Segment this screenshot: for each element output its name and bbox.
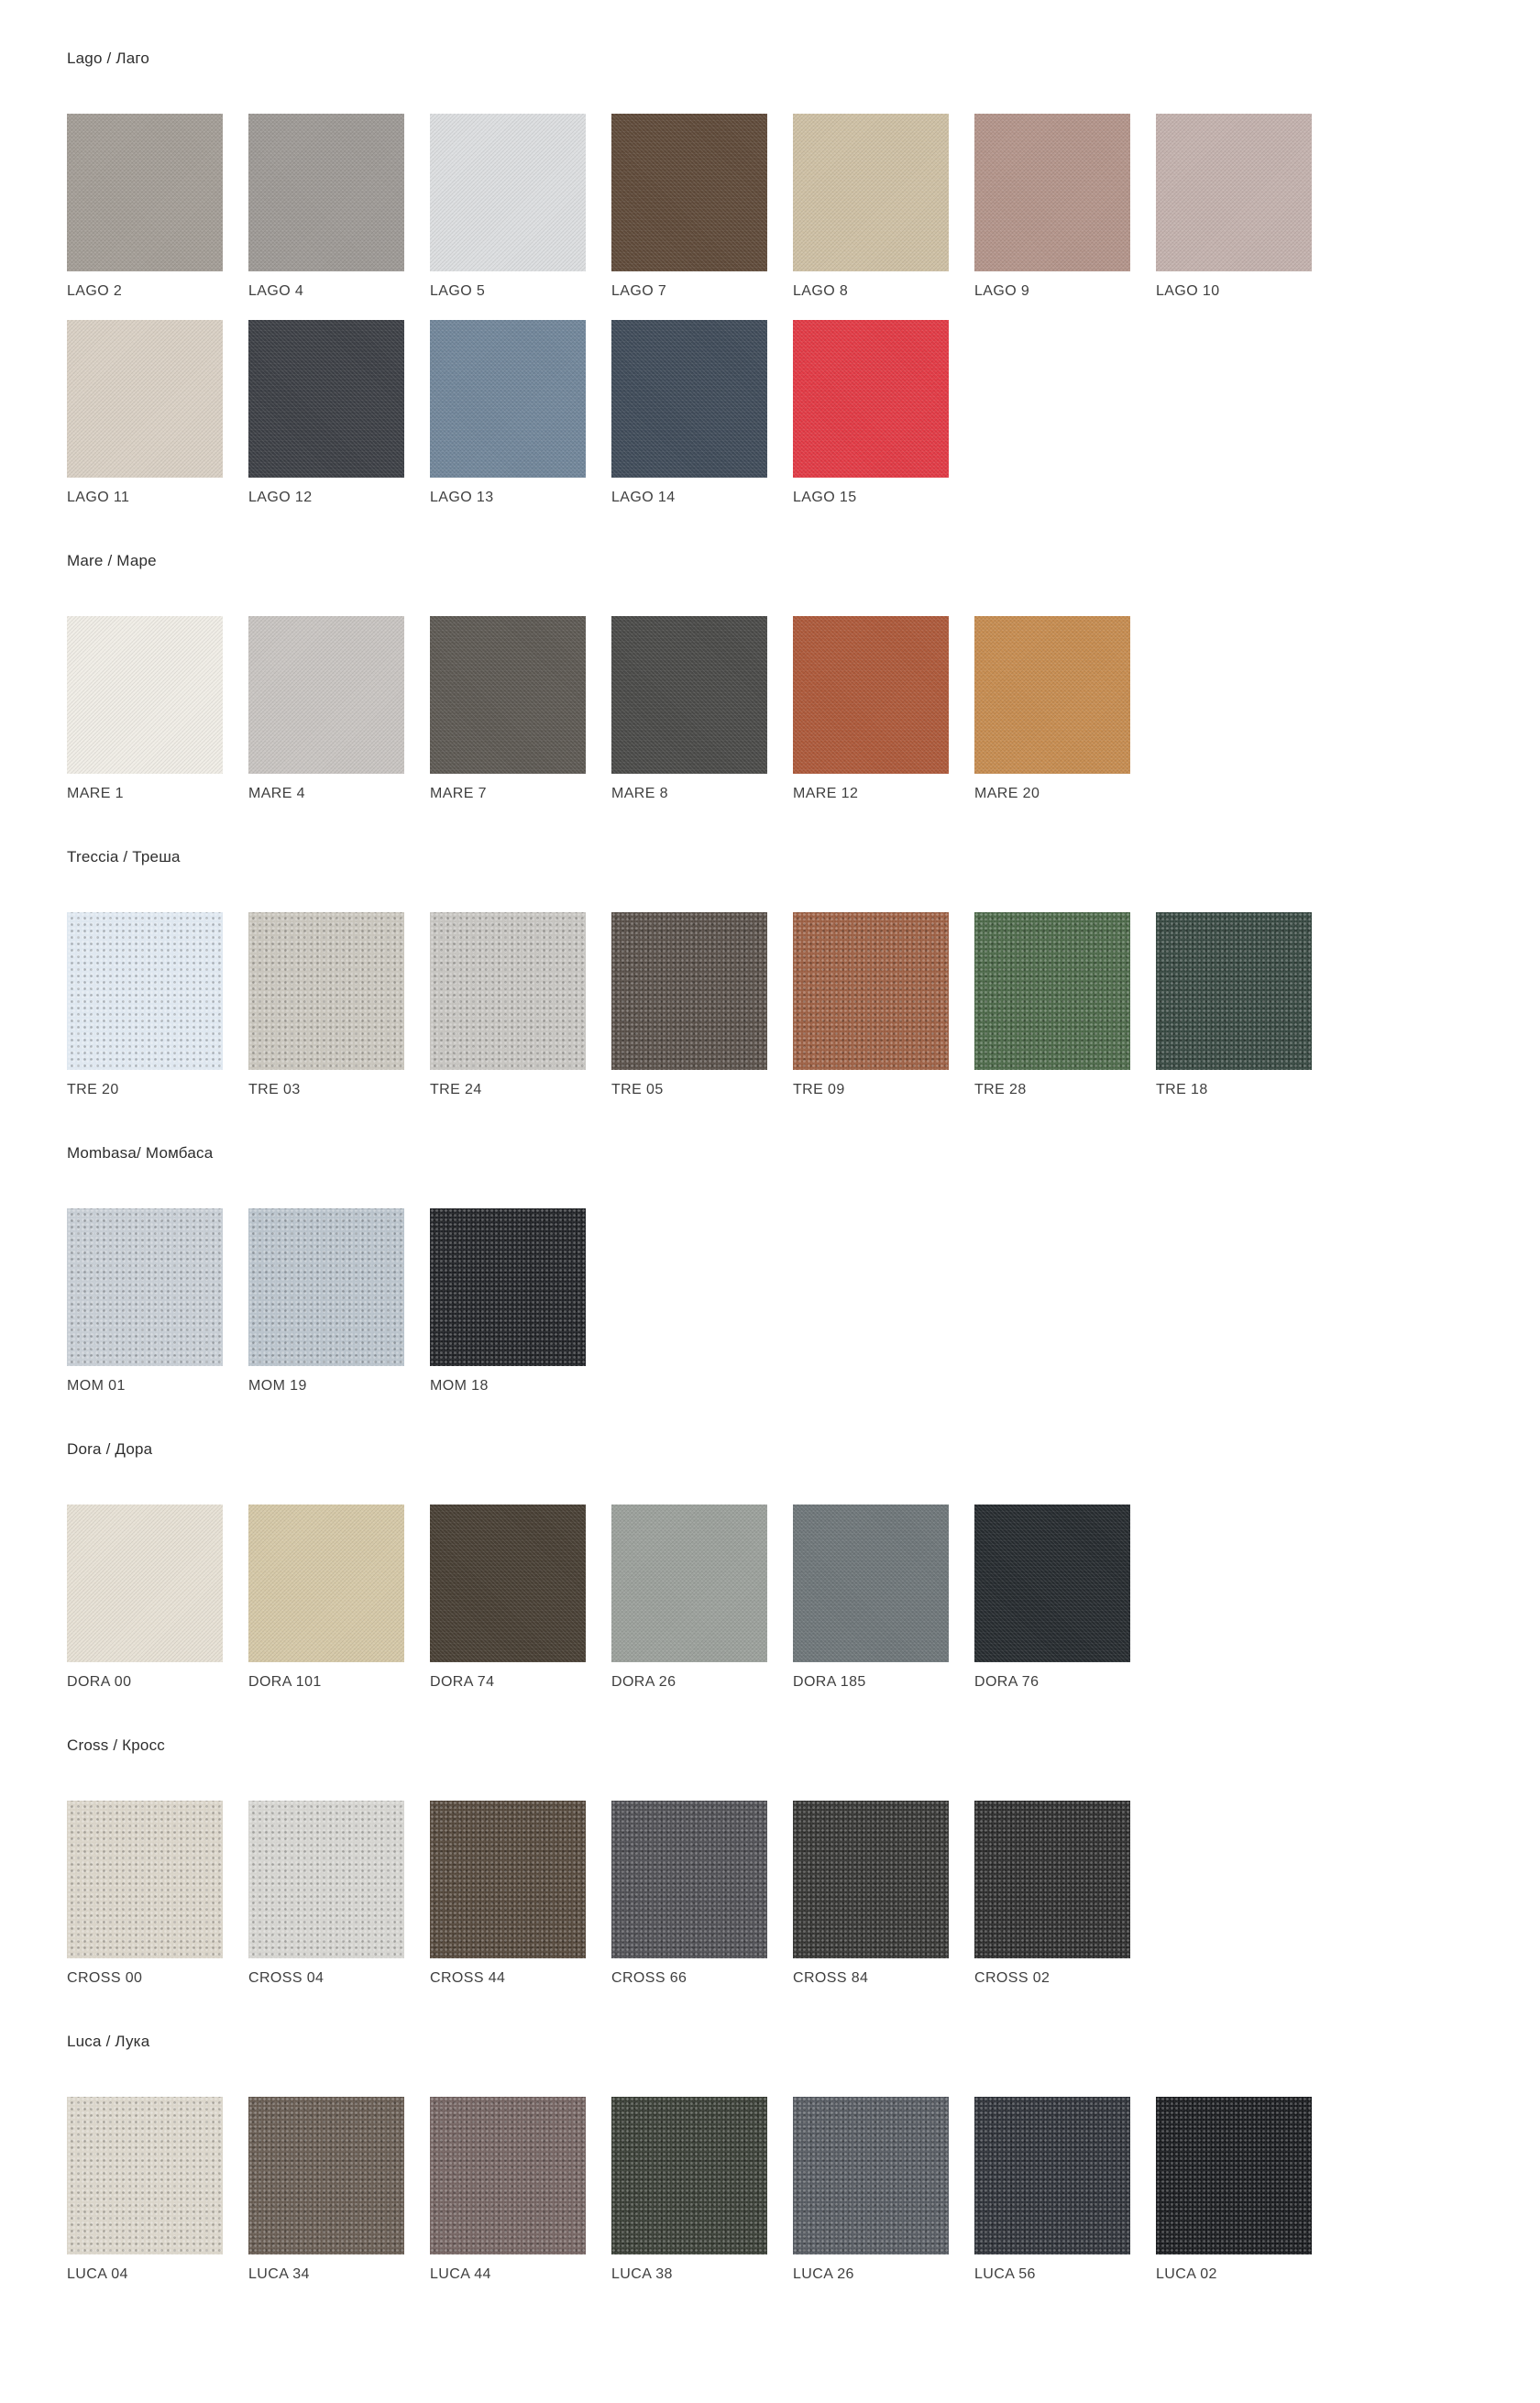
swatch-item: [974, 2097, 1130, 2283]
fabric-swatch-image: [611, 320, 767, 478]
swatch-label: CROSS 84: [793, 1970, 869, 1986]
swatch-label: MOM 01: [67, 1378, 126, 1394]
fabric-swatch-image: [1156, 912, 1312, 1070]
swatch-item: [67, 114, 223, 300]
fabric-swatch-image: [248, 1208, 404, 1366]
fabric-swatch-image: [793, 1505, 949, 1662]
swatch-grid-treccia: [67, 912, 1369, 1098]
swatch-label: DORA 101: [248, 1674, 322, 1690]
swatch-label: CROSS 44: [430, 1970, 506, 1986]
fabric-swatch-image: [793, 320, 949, 478]
section-title-lago: Lago / Лаго: [67, 50, 150, 67]
swatch-label: LAGO 13: [430, 490, 494, 505]
swatch-label: TRE 24: [430, 1082, 482, 1097]
swatch-label: DORA 26: [611, 1674, 676, 1690]
section-cross: [67, 1736, 1485, 1987]
swatch-label: CROSS 00: [67, 1970, 143, 1986]
fabric-swatch-image: [430, 1505, 586, 1662]
swatch-item: [611, 912, 767, 1098]
swatch-label: LAGO 12: [248, 490, 313, 505]
swatch-item: [248, 1801, 404, 1987]
section-lago: [67, 50, 1485, 506]
swatch-grid-lago: [67, 114, 1369, 506]
fabric-swatch-image: [793, 114, 949, 271]
fabric-swatch-image: [793, 2097, 949, 2254]
fabric-swatch-image: [67, 320, 223, 478]
swatch-item: [248, 912, 404, 1098]
swatch-item: [248, 1208, 404, 1394]
swatch-label: LUCA 56: [974, 2266, 1036, 2282]
swatch-item: [430, 320, 586, 506]
fabric-swatch-image: [430, 1208, 586, 1366]
swatch-item: [430, 114, 586, 300]
fabric-swatch-image: [430, 1801, 586, 1958]
swatch-label: LAGO 10: [1156, 283, 1220, 299]
fabric-swatch-image: [974, 912, 1130, 1070]
swatch-item: [248, 1505, 404, 1691]
swatch-label: LAGO 5: [430, 283, 486, 299]
swatch-item: [793, 2097, 949, 2283]
swatch-label: DORA 00: [67, 1674, 132, 1690]
section-title-mare: Mare / Маре: [67, 552, 157, 569]
swatch-item: [974, 616, 1130, 802]
fabric-swatch-image: [67, 2097, 223, 2254]
swatch-label: LAGO 8: [793, 283, 849, 299]
swatch-label: MOM 18: [430, 1378, 489, 1394]
swatch-item: [611, 1801, 767, 1987]
fabric-swatch-image: [793, 616, 949, 774]
swatch-grid-dora: [67, 1505, 1369, 1691]
swatch-label: DORA 76: [974, 1674, 1040, 1690]
swatch-item: [974, 114, 1130, 300]
section-mare: [67, 552, 1485, 802]
fabric-swatch-image: [248, 2097, 404, 2254]
swatch-label: LAGO 9: [974, 283, 1030, 299]
swatch-item: [611, 114, 767, 300]
swatch-label: LAGO 15: [793, 490, 857, 505]
swatch-item: [611, 2097, 767, 2283]
section-title-luca: Luca / Лука: [67, 2033, 150, 2050]
swatch-item: [67, 912, 223, 1098]
swatch-label: LUCA 04: [67, 2266, 128, 2282]
swatch-item: [248, 616, 404, 802]
swatch-item: [430, 616, 586, 802]
swatch-item: [430, 1801, 586, 1987]
swatch-item: [611, 1505, 767, 1691]
swatch-label: TRE 28: [974, 1082, 1027, 1097]
fabric-swatch-image: [248, 912, 404, 1070]
swatch-label: TRE 03: [248, 1082, 301, 1097]
swatch-item: [67, 1208, 223, 1394]
fabric-swatch-image: [611, 2097, 767, 2254]
swatch-item: [248, 320, 404, 506]
swatch-item: [430, 2097, 586, 2283]
fabric-swatch-image: [67, 1801, 223, 1958]
swatch-item: [793, 114, 949, 300]
fabric-swatch-image: [430, 114, 586, 271]
swatch-label: DORA 74: [430, 1674, 495, 1690]
swatch-grid-cross: [67, 1801, 1369, 1987]
fabric-swatch-image: [67, 616, 223, 774]
swatch-item: [248, 114, 404, 300]
swatch-item: [793, 1801, 949, 1987]
swatch-label: CROSS 66: [611, 1970, 688, 1986]
fabric-swatch-image: [974, 2097, 1130, 2254]
section-dora: [67, 1440, 1485, 1691]
fabric-swatch-image: [974, 114, 1130, 271]
swatch-item: [430, 1505, 586, 1691]
swatch-item: [1156, 912, 1312, 1098]
fabric-swatch-image: [248, 320, 404, 478]
section-treccia: [67, 848, 1485, 1098]
swatch-item: [67, 320, 223, 506]
fabric-swatch-image: [974, 1505, 1130, 1662]
swatch-label: MARE 4: [248, 786, 305, 801]
fabric-swatch-image: [974, 616, 1130, 774]
swatch-grid-mombasa: [67, 1208, 1369, 1394]
swatch-grid-mare: [67, 616, 1369, 802]
fabric-swatch-image: [430, 320, 586, 478]
swatch-label: LUCA 44: [430, 2266, 491, 2282]
swatch-label: MARE 20: [974, 786, 1040, 801]
swatch-item: [793, 320, 949, 506]
swatch-label: MARE 7: [430, 786, 487, 801]
swatch-item: [793, 912, 949, 1098]
swatch-item: [67, 2097, 223, 2283]
swatch-label: LAGO 7: [611, 283, 667, 299]
swatch-label: DORA 185: [793, 1674, 866, 1690]
fabric-swatch-image: [1156, 2097, 1312, 2254]
fabric-swatch-image: [430, 616, 586, 774]
swatch-label: LUCA 38: [611, 2266, 673, 2282]
fabric-swatch-image: [430, 2097, 586, 2254]
swatch-grid-luca: [67, 2097, 1369, 2283]
fabric-swatch-image: [611, 616, 767, 774]
fabric-swatch-image: [248, 1505, 404, 1662]
fabric-swatch-image: [611, 1801, 767, 1958]
swatch-item: [611, 616, 767, 802]
section-title-dora: Dora / Дора: [67, 1440, 153, 1458]
fabric-swatch-image: [793, 912, 949, 1070]
fabric-swatch-image: [1156, 114, 1312, 271]
swatch-label: TRE 18: [1156, 1082, 1208, 1097]
swatch-label: LUCA 34: [248, 2266, 310, 2282]
swatch-item: [1156, 2097, 1312, 2283]
swatch-item: [974, 1505, 1130, 1691]
section-luca: [67, 2033, 1485, 2283]
swatch-label: LUCA 26: [793, 2266, 854, 2282]
fabric-swatch-image: [793, 1801, 949, 1958]
swatch-item: [430, 1208, 586, 1394]
swatch-label: MOM 19: [248, 1378, 307, 1394]
swatch-label: LAGO 11: [67, 490, 130, 505]
swatch-label: LUCA 02: [1156, 2266, 1217, 2282]
fabric-swatch-image: [430, 912, 586, 1070]
swatch-label: TRE 09: [793, 1082, 845, 1097]
swatch-label: TRE 05: [611, 1082, 664, 1097]
swatch-label: TRE 20: [67, 1082, 119, 1097]
section-title-cross: Cross / Кросс: [67, 1736, 165, 1754]
swatch-item: [248, 2097, 404, 2283]
swatch-label: CROSS 02: [974, 1970, 1050, 1986]
section-title-treccia: Treccia / Треша: [67, 848, 181, 865]
fabric-swatch-image: [67, 114, 223, 271]
swatch-item: [974, 1801, 1130, 1987]
fabric-swatch-image: [611, 1505, 767, 1662]
swatch-label: MARE 8: [611, 786, 668, 801]
swatch-item: [793, 616, 949, 802]
fabric-swatch-image: [611, 912, 767, 1070]
swatch-item: [1156, 114, 1312, 300]
fabric-swatch-image: [248, 1801, 404, 1958]
fabric-swatch-image: [248, 114, 404, 271]
swatch-item: [67, 1801, 223, 1987]
section-title-mombasa: Mombasa/ Момбаса: [67, 1144, 214, 1162]
fabric-swatch-image: [67, 912, 223, 1070]
swatch-label: MARE 12: [793, 786, 859, 801]
swatch-item: [611, 320, 767, 506]
swatch-item: [430, 912, 586, 1098]
section-mombasa: [67, 1144, 1485, 1394]
swatch-label: MARE 1: [67, 786, 124, 801]
swatch-label: LAGO 2: [67, 283, 123, 299]
swatch-item: [974, 912, 1130, 1098]
fabric-swatch-image: [67, 1208, 223, 1366]
swatch-label: LAGO 4: [248, 283, 304, 299]
swatch-label: CROSS 04: [248, 1970, 324, 1986]
swatch-item: [67, 616, 223, 802]
swatch-label: LAGO 14: [611, 490, 676, 505]
fabric-swatch-image: [248, 616, 404, 774]
swatch-item: [67, 1505, 223, 1691]
fabric-swatch-image: [611, 114, 767, 271]
swatch-item: [793, 1505, 949, 1691]
fabric-swatch-image: [974, 1801, 1130, 1958]
fabric-swatch-image: [67, 1505, 223, 1662]
